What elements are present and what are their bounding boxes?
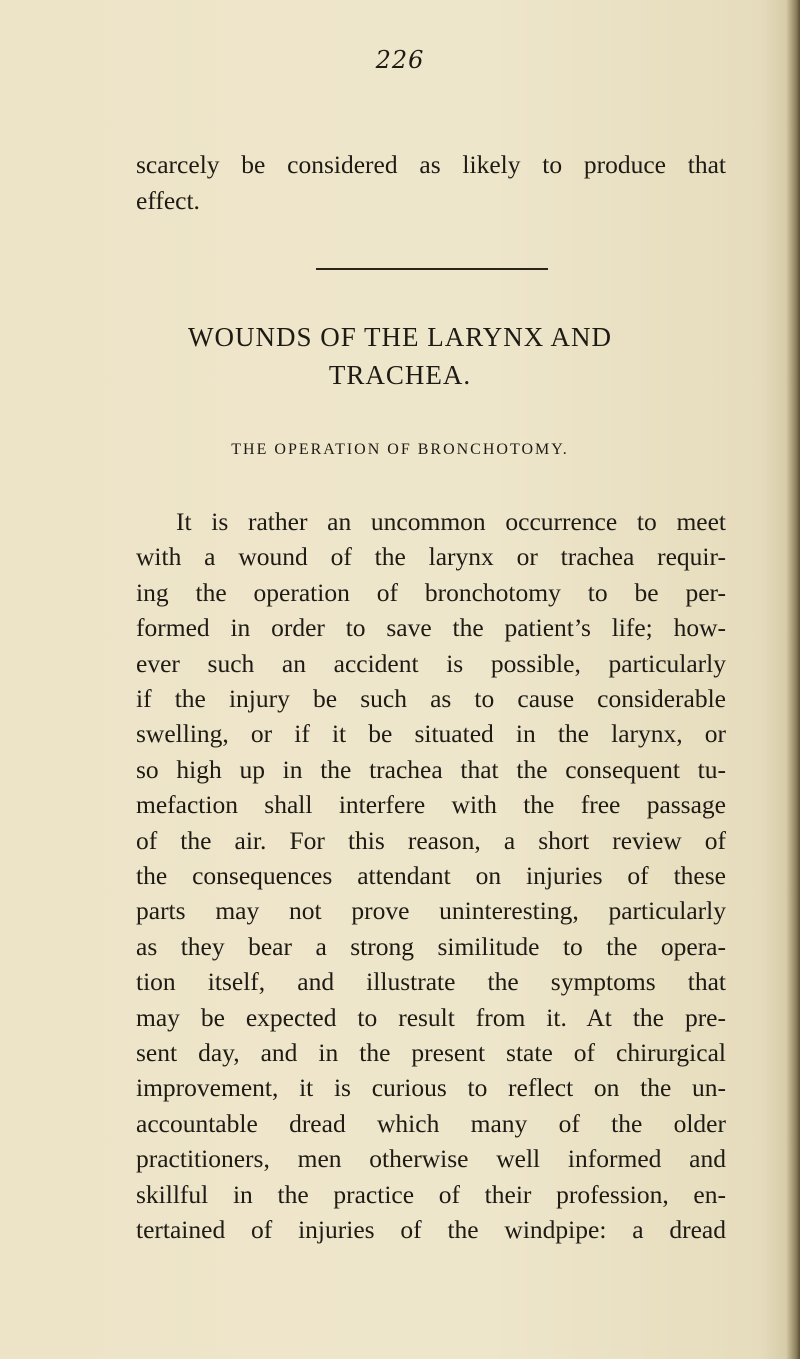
- continuation-line: effect.: [136, 186, 200, 215]
- paragraph-line: ing the operation of bronchotomy to be per-: [136, 578, 726, 607]
- paragraph-line: swelling, or if it be situated in the larynx, or: [136, 719, 726, 748]
- paragraph-line: if the injury be such as to cause considerable: [136, 684, 726, 713]
- page-edge-shadow: [786, 0, 800, 1359]
- page-number: 226: [375, 46, 425, 74]
- section-title-line-1: WOUNDS OF THE LARYNX AND: [187, 322, 613, 352]
- paragraph-line: tertained of injuries of the windpipe: a dread: [136, 1215, 726, 1244]
- paragraph-line: may be expected to result from it. At the pre-: [136, 1003, 726, 1032]
- paragraph-line: improvement, it is curious to reflect on the un-: [136, 1073, 726, 1102]
- continuation-line: scarcely be considered as likely to produce that: [136, 150, 726, 179]
- paragraph-line: parts may not prove uninteresting, particularly: [136, 896, 726, 925]
- section-subtitle: THE OPERATION OF BRONCHOTOMY.: [231, 441, 569, 458]
- paragraph-line: mefaction shall interfere with the free passage: [136, 790, 726, 819]
- section-title-line-2: TRACHEA.: [328, 360, 472, 390]
- paragraph-line: It is rather an uncommon occurrence to meet: [176, 507, 726, 536]
- paragraph-line: formed in order to save the patient’s life; how-: [136, 613, 726, 642]
- paragraph-line: so high up in the trachea that the consequent tu-: [136, 755, 726, 784]
- paragraph-line: tion itself, and illustrate the symptoms that: [136, 967, 726, 996]
- paragraph-line: the consequences attendant on injuries of these: [136, 861, 726, 890]
- paragraph-line: of the air. For this reason, a short review of: [136, 826, 726, 855]
- paragraph-line: accountable dread which many of the older: [136, 1109, 726, 1138]
- paragraph-line: as they bear a strong similitude to the opera-: [136, 932, 726, 961]
- paragraph-line: skillful in the practice of their profession, en-: [136, 1180, 726, 1209]
- paragraph-line: sent day, and in the present state of chirurgical: [136, 1038, 726, 1067]
- section-divider: [316, 268, 548, 270]
- paragraph-line: practitioners, men otherwise well informed and: [136, 1144, 726, 1173]
- paragraph-line: with a wound of the larynx or trachea requir-: [136, 542, 726, 571]
- paragraph-line: ever such an accident is possible, particularly: [136, 649, 726, 678]
